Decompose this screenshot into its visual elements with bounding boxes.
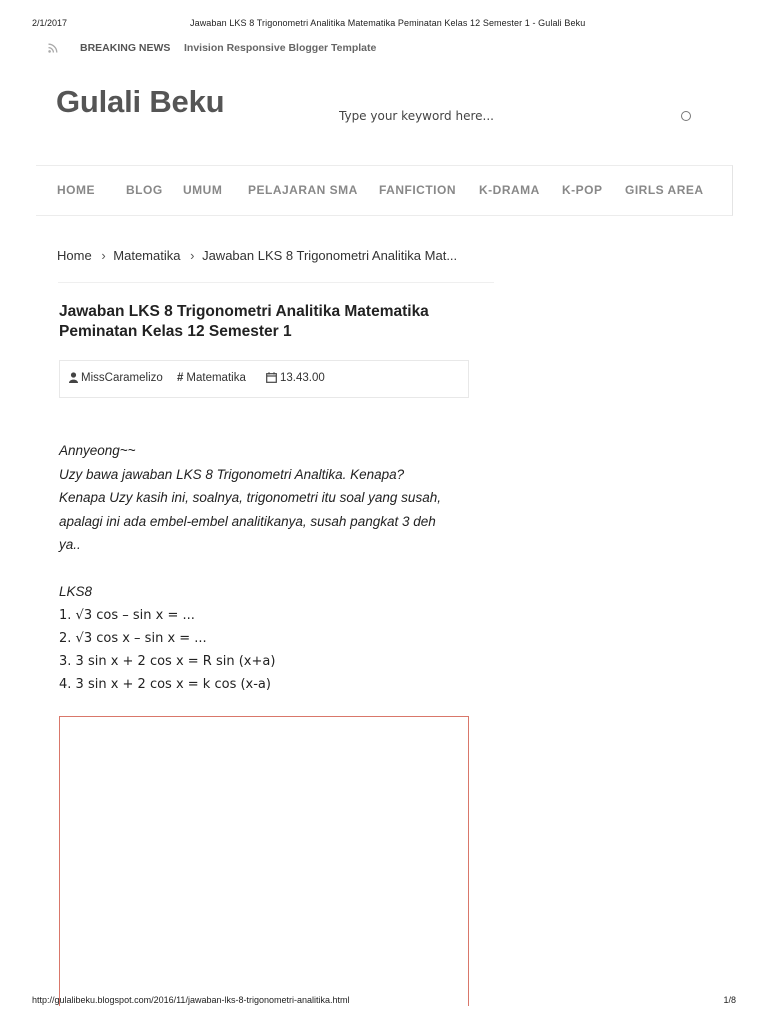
nav-item-home[interactable]: HOME [57,183,95,197]
post-title: Jawaban LKS 8 Trigonometri Analitika Matematika Peminatan Kelas 12 Semester 1 [59,303,429,340]
breaking-news-label: BREAKING NEWS [80,42,171,54]
breadcrumb [57,248,457,263]
print-footer [32,995,736,1007]
user-icon [69,372,78,383]
post-body [59,439,469,696]
question-item: 1. √3 cos – sin x = ... [59,607,195,623]
print-page-title: Jawaban LKS 8 Trigonometri Analitika Matematika Peminatan Kelas 12 Semester 1 - Gulali Beku [190,18,586,28]
intro-line: ya.. [59,537,81,552]
nav-item-k-drama[interactable]: K-DRAMA [479,183,540,197]
main-nav [36,165,733,216]
site-logo[interactable]: Gulali Beku [56,84,225,119]
embedded-document-frame[interactable] [59,716,469,1006]
question-list [59,604,469,696]
hashtag-icon: # [177,372,184,384]
question-item: 2. √3 cos x – sin x = ... [59,630,207,646]
print-date: 2/1/2017 [32,18,68,28]
nav-item-blog[interactable]: BLOG [126,183,163,197]
nav-item-umum[interactable]: UMUM [183,183,223,197]
question-item: 4. 3 sin x + 2 cos x = k cos (x-a) [59,676,271,692]
divider [58,282,494,283]
chevron-right-icon: › [101,248,106,263]
nav-item-k-pop[interactable]: K-POP [562,183,603,197]
section-heading: LKS8 [59,584,93,599]
search-input[interactable] [330,104,660,128]
question-item: 3. 3 sin x + 2 cos x = R sin (x+a) [59,653,276,669]
nav-item-girls-area[interactable]: GIRLS AREA [625,183,704,197]
intro-line: apalagi ini ada embel-embel analitikanya, susah pangkat 3 deh [59,513,436,529]
post-meta [59,360,469,398]
meta-label[interactable] [177,372,246,384]
breadcrumb-home[interactable]: Home [57,248,92,263]
intro-line: Annyeong~~ [59,443,136,458]
print-header [32,18,736,30]
meta-author[interactable] [69,372,163,384]
breadcrumb-current: Jawaban LKS 8 Trigonometri Analitika Mat... [202,248,458,263]
page-number: 1/8 [723,995,736,1005]
intro-paragraph [59,439,469,557]
intro-line: Kenapa Uzy kasih ini, soalnya, trigonometri itu soal yang susah, [59,490,441,505]
breadcrumb-category[interactable]: Matematika [113,248,181,263]
page-url: http://gulalibeku.blogspot.com/2016/11/jawaban-lks-8-trigonometri-analitika.html [32,995,350,1005]
search-bar [330,104,700,128]
nav-item-pelajaran-sma[interactable]: PELAJARAN SMA [248,183,358,197]
chevron-right-icon: › [190,248,195,263]
label-name[interactable]: Matematika [186,372,246,384]
ticker-link[interactable]: Invision Responsive Blogger Template [184,42,377,54]
post-time: 13.43.00 [280,372,325,384]
rss-icon[interactable] [48,43,58,53]
search-icon[interactable] [681,111,691,121]
meta-time [266,372,325,384]
nav-item-fanfiction[interactable]: FANFICTION [379,183,456,197]
intro-line: Uzy bawa jawaban LKS 8 Trigonometri Analtika. Kenapa? [59,466,405,482]
author-name[interactable]: MissCaramelizo [81,372,163,384]
calendar-icon [266,372,277,383]
